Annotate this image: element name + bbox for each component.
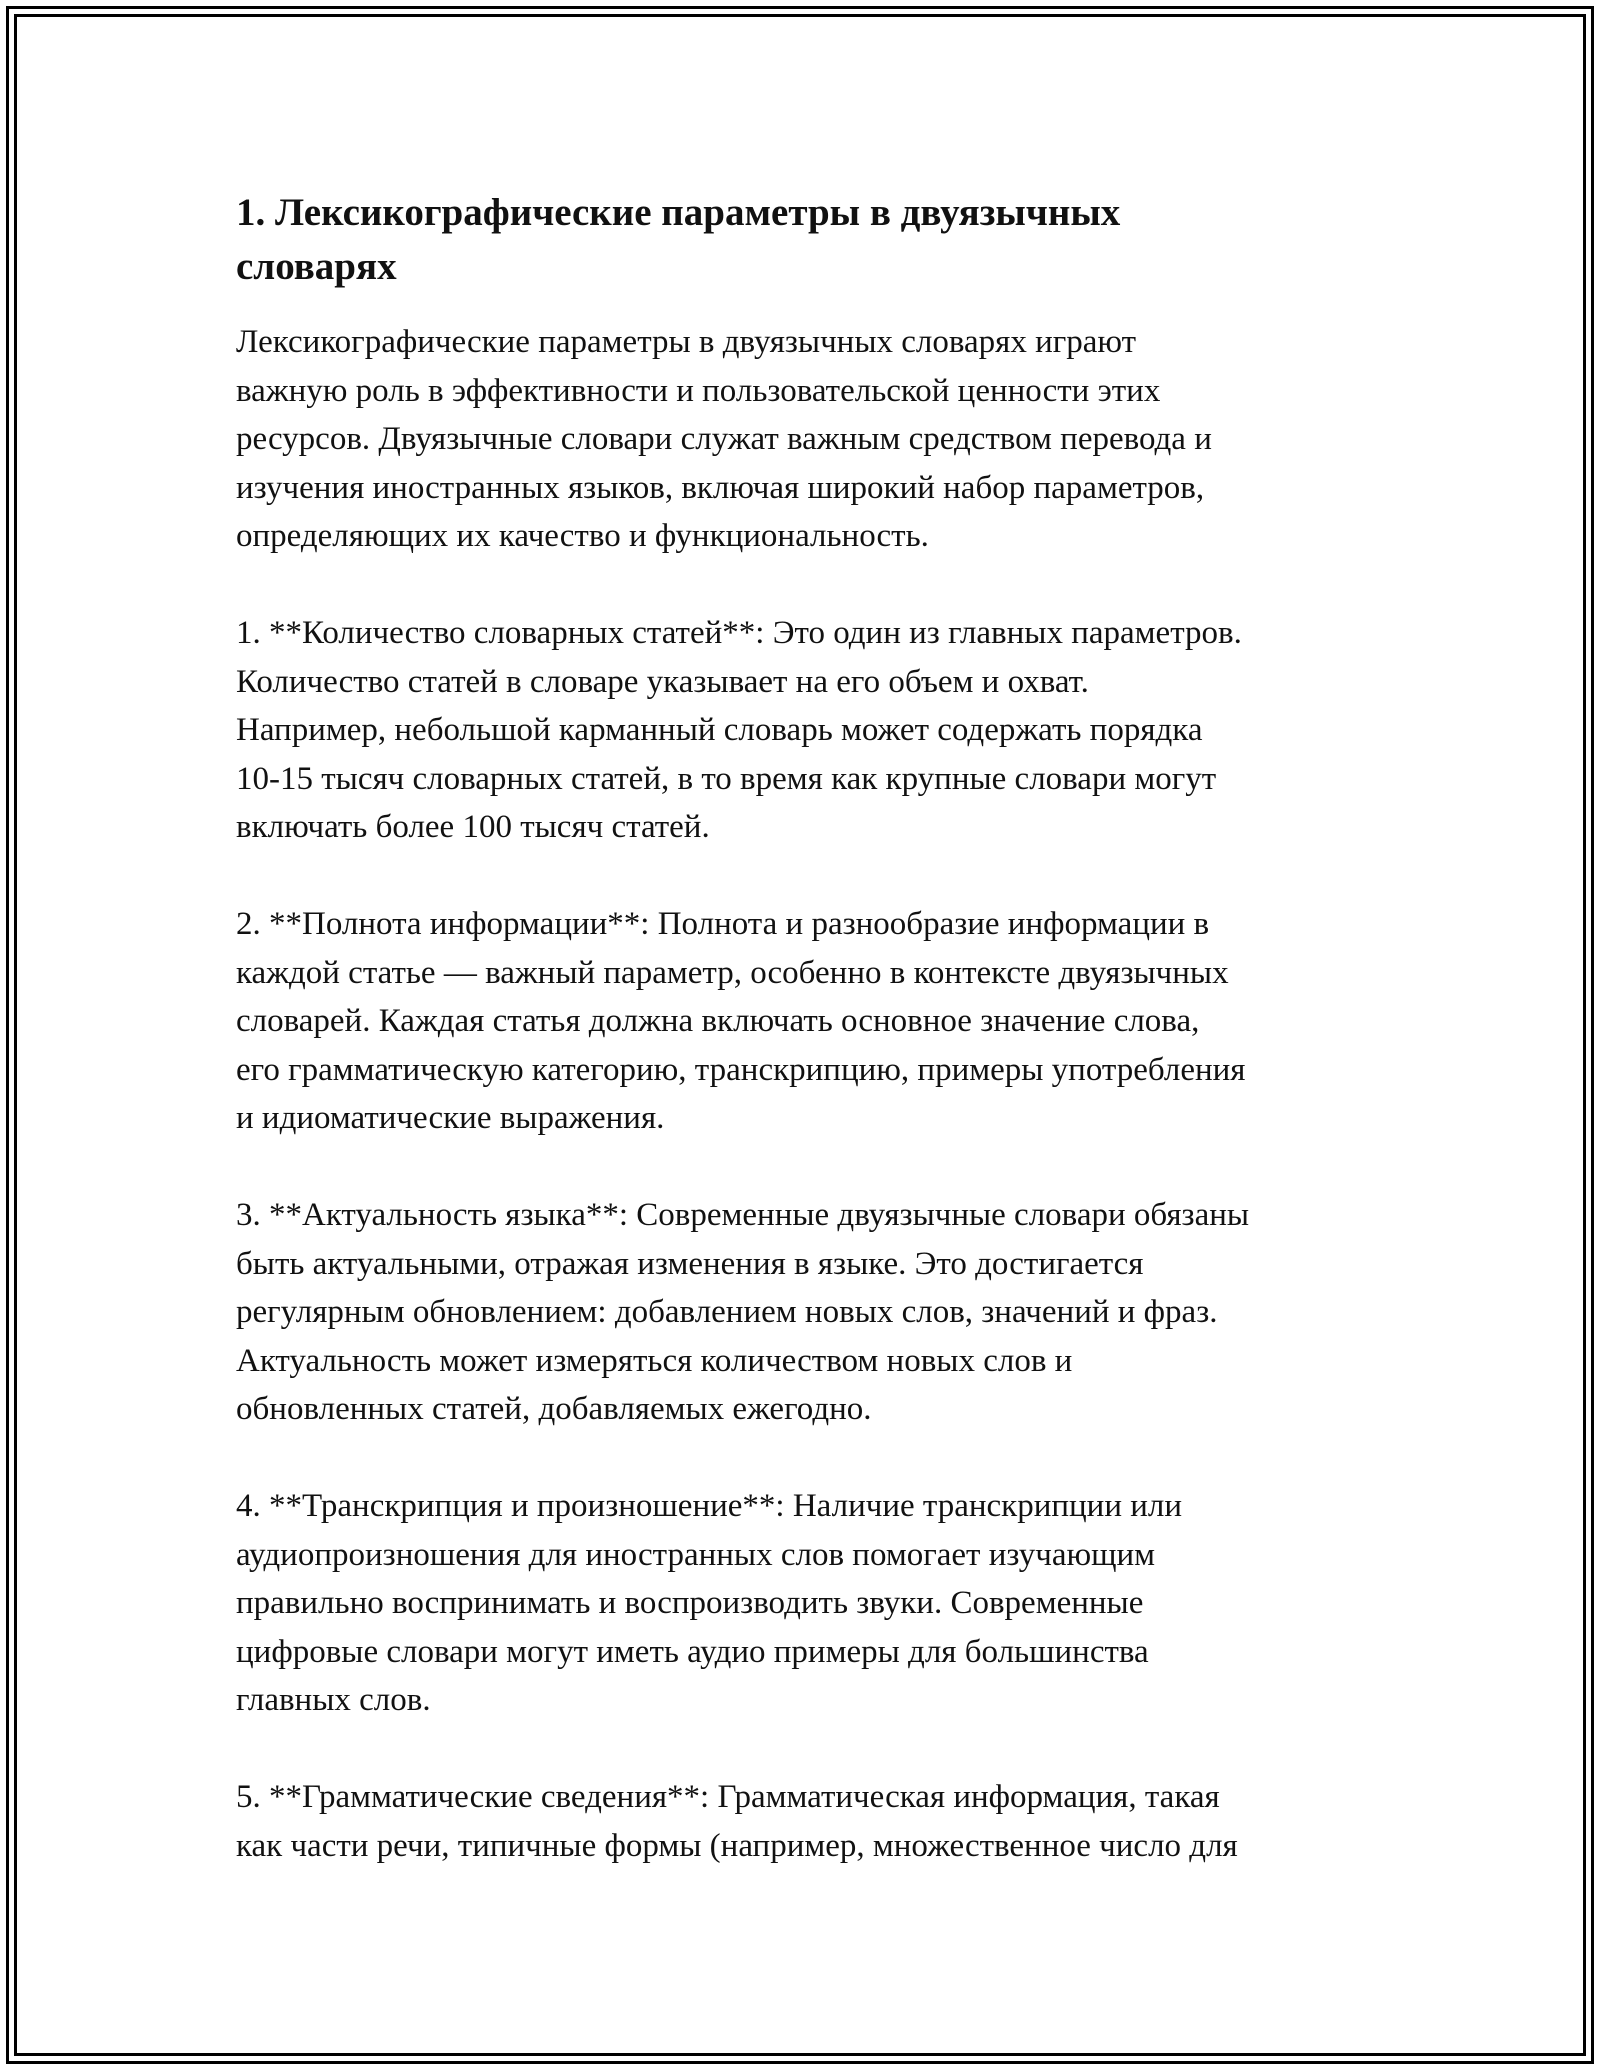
intro-line: Лексикографические параметры в двуязычных словарях играют	[236, 324, 1137, 360]
intro-paragraph	[236, 318, 1376, 561]
list-item-relevance	[236, 1191, 1376, 1434]
intro-line: изучения иностранных языков, включая широкий набор параметров,	[236, 469, 1205, 506]
item-line: Количество статей в словаре указывает на его объем и охват.	[236, 663, 1089, 700]
item-line: и идиоматические выражения.	[236, 1100, 665, 1136]
item-line: быть актуальными, отражая изменения в языке. Это достигается	[236, 1245, 1144, 1282]
item-line: обновленных статей, добавляемых ежегодно.	[236, 1391, 872, 1427]
item-line: главных слов.	[236, 1682, 431, 1718]
item-line: 2. **Полнота информации**: Полнота и разнообразие информации в	[236, 906, 1210, 942]
document-body	[236, 186, 1376, 1870]
intro-line: ресурсов. Двуязычные словари служат важным средством перевода и	[236, 421, 1212, 457]
item-line: цифровые словари могут иметь аудио примеры для большинства	[236, 1633, 1149, 1670]
item-line: Например, небольшой карманный словарь может содержать порядка	[236, 712, 1203, 748]
item-line: регулярным обновлением: добавлением новых слов, значений и фраз.	[236, 1294, 1218, 1330]
intro-line: важную роль в эффективности и пользовательской ценности этих	[236, 372, 1161, 409]
item-line: включать более 100 тысяч статей.	[236, 809, 710, 845]
item-line: его грамматическую категорию, транскрипцию, примеры употребления	[236, 1051, 1246, 1088]
list-item-transcription	[236, 1482, 1376, 1725]
list-item-completeness	[236, 900, 1376, 1143]
list-item-grammar	[236, 1773, 1376, 1870]
heading-line-1: 1. Лексикографические параметры в двуязычных	[236, 191, 1121, 234]
item-line: словарей. Каждая статья должна включать основное значение слова,	[236, 1003, 1200, 1039]
list-item-entry-count	[236, 609, 1376, 852]
item-line: 4. **Транскрипция и произношение**: Наличие транскрипции или	[236, 1488, 1183, 1524]
item-line: 1. **Количество словарных статей**: Это один из главных параметров.	[236, 615, 1242, 651]
item-line: правильно воспринимать и воспроизводить звуки. Современные	[236, 1585, 1144, 1621]
item-line: 5. **Грамматические сведения**: Грамматическая информация, такая	[236, 1779, 1220, 1815]
heading-line-2: словарях	[236, 245, 397, 288]
item-line: аудиопроизношения для иностранных слов помогает изучающим	[236, 1536, 1156, 1573]
item-line: как части речи, типичные формы (например, множественное число для	[236, 1827, 1238, 1864]
intro-line: определяющих их качество и функциональность.	[236, 518, 929, 554]
item-line: каждой статье — важный параметр, особенно в контексте двуязычных	[236, 954, 1229, 991]
section-heading	[236, 186, 1376, 294]
item-line: Актуальность может измеряться количеством новых слов и	[236, 1342, 1073, 1379]
item-line: 3. **Актуальность языка**: Современные двуязычные словари обязаны	[236, 1197, 1250, 1233]
item-line: 10-15 тысяч словарных статей, в то время как крупные словари могут	[236, 760, 1217, 797]
